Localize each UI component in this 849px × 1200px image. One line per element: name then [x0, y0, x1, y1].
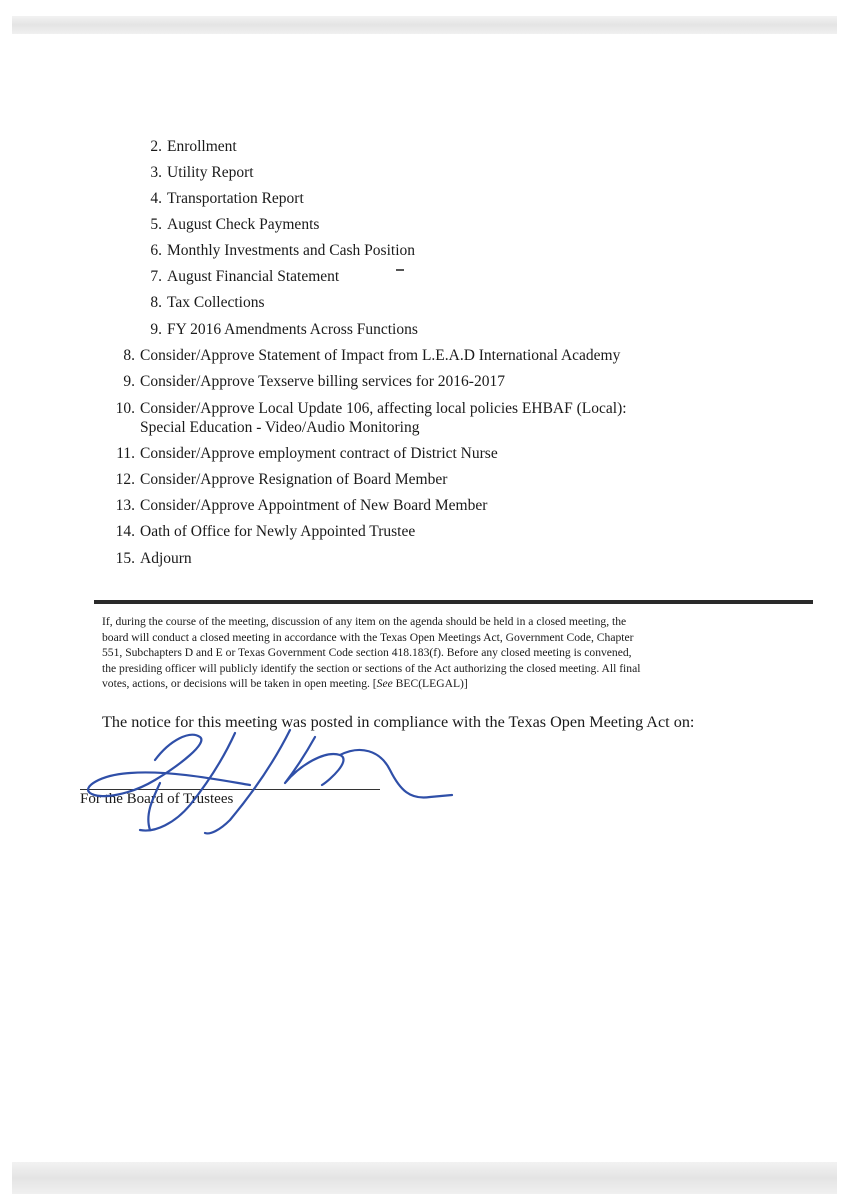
signature-stroke: [340, 750, 452, 798]
item-number: 11.: [116, 445, 135, 462]
item-text: Oath of Office for Newly Appointed Trustee: [140, 523, 416, 540]
item-number: 9.: [123, 373, 135, 390]
handwritten-signature: [60, 725, 480, 845]
subitem-text: Enrollment: [167, 138, 237, 155]
notice-line: [102, 676, 802, 692]
subitem-number: 4.: [150, 190, 162, 207]
item-text: Consider/Approve employment contract of District Nurse: [140, 445, 498, 462]
posting-statement: The notice for this meeting was posted in compliance with the Texas Open Meeting Act on:: [102, 713, 695, 731]
subitem-text: August Financial Statement: [167, 268, 340, 285]
notice-line: board will conduct a closed meeting in accordance with the Texas Open Meetings Act, Government Code, Chapter: [102, 630, 634, 644]
subitem-number: 5.: [150, 216, 162, 233]
scan-edge-bottom: [12, 1162, 837, 1194]
section-divider: [94, 600, 813, 604]
item-number: 12.: [115, 471, 135, 488]
notice-text: BEC(LEGAL)]: [392, 677, 468, 690]
subitem-text: Transportation Report: [167, 190, 304, 207]
item-text: Consider/Approve Local Update 106, affecting local policies EHBAF (Local):: [140, 400, 627, 417]
notice-line: If, during the course of the meeting, discussion of any item on the agenda should be held in a closed meeting, the: [102, 615, 627, 628]
item-text-continued: Special Education - Video/Audio Monitoring: [140, 419, 420, 436]
signature-caption: For the Board of Trustees: [80, 791, 234, 807]
item-text: Consider/Approve Resignation of Board Member: [140, 471, 448, 488]
stray-mark: [396, 269, 404, 271]
notice-text: votes, actions, or decisions will be taken in open meeting. [: [102, 677, 377, 690]
closed-meeting-notice: [102, 614, 802, 692]
subitem-text: Utility Report: [167, 164, 254, 181]
notice-line: 551, Subchapters D and E or Texas Government Code section 418.183(f). Before any closed meeting is convened,: [102, 646, 632, 659]
subitem-text: Tax Collections: [167, 294, 265, 311]
notice-line: the presiding officer will publicly identify the section or sections of the Act authorizing the closed meeting. All final: [102, 661, 641, 675]
item-text: Consider/Approve Statement of Impact from L.E.A.D International Academy: [140, 347, 621, 364]
signature-stroke: [88, 735, 250, 796]
subitem-number: 3.: [150, 164, 162, 181]
item-number: 13.: [115, 497, 135, 514]
subitem-number: 2.: [150, 138, 162, 155]
subitem-number: 7.: [150, 268, 162, 285]
signature-stroke: [285, 737, 344, 785]
signature-stroke: [205, 730, 290, 833]
item-number: 10.: [115, 400, 135, 417]
item-number: 8.: [123, 347, 135, 364]
item-text: Consider/Approve Texserve billing services for 2016-2017: [140, 373, 505, 390]
item-text: Adjourn: [140, 550, 192, 567]
item-number: 14.: [115, 523, 135, 540]
subitem-text: FY 2016 Amendments Across Functions: [167, 321, 418, 338]
subitem-number: 9.: [150, 321, 162, 338]
item-text: Consider/Approve Appointment of New Board Member: [140, 497, 488, 514]
signature-stroke: [148, 783, 160, 830]
subitem-number: 6.: [150, 242, 162, 259]
notice-see: See: [376, 677, 393, 690]
subitem-text: August Check Payments: [167, 216, 320, 233]
subitem-number: 8.: [150, 294, 162, 311]
subitem-text: Monthly Investments and Cash Position: [167, 242, 415, 259]
item-number: 15.: [115, 550, 135, 567]
signature-stroke: [140, 733, 235, 831]
scan-edge-top: [12, 16, 837, 34]
